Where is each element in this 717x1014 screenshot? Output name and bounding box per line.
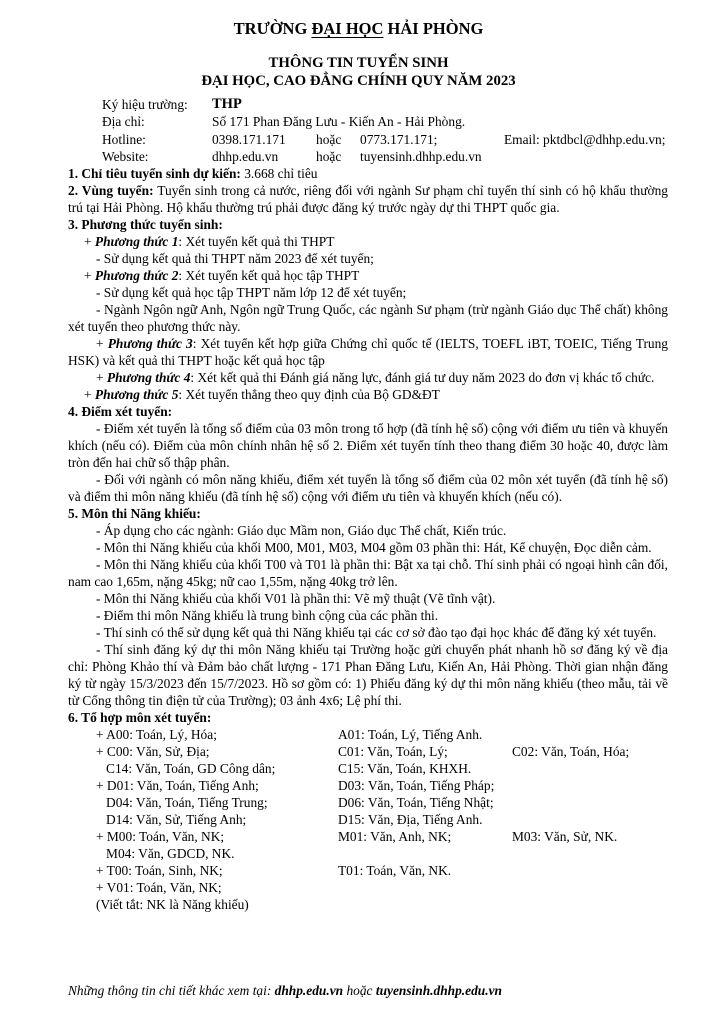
combination-item: D03: Văn, Toán, Tiếng Pháp; bbox=[338, 778, 495, 793]
section-2 bbox=[68, 182, 668, 216]
plus-mark: + bbox=[84, 234, 95, 249]
section-2-heading: 2. Vùng tuyển: bbox=[68, 183, 154, 198]
combination-item: C02: Văn, Toán, Hóa; bbox=[512, 744, 630, 759]
footer-or: hoặc bbox=[343, 983, 376, 998]
hotline-label: Hotline: bbox=[102, 131, 146, 147]
combination-item: + D01: Văn, Toán, Tiếng Anh; bbox=[96, 778, 259, 793]
combination-row bbox=[68, 760, 668, 777]
section-3-heading: 3. Phương thức tuyển sinh: bbox=[68, 217, 223, 232]
document-title: THÔNG TIN TUYỂN SINH bbox=[268, 55, 449, 71]
method-3-name: Phương thức 3 bbox=[107, 336, 193, 351]
email: Email: pktdbcl@dhhp.edu.vn; bbox=[504, 131, 666, 147]
method-4 bbox=[68, 369, 668, 386]
section-6-heading: 6. Tổ hợp môn xét tuyển: bbox=[68, 710, 212, 725]
section-5-para-4: - Môn thi Năng khiếu của khối V01 là phần thi: Vẽ mỹ thuật (Vẽ tĩnh vật). bbox=[96, 591, 496, 606]
method-1-text: : Xét tuyển kết quả thi THPT bbox=[178, 234, 335, 249]
hotline-or: hoặc bbox=[316, 131, 342, 147]
method-2-bullet-1: - Sử dụng kết quả học tập THPT năm lớp 12 để xét tuyển; bbox=[96, 285, 407, 300]
address-value: Số 171 Phan Đăng Lưu - Kiến An - Hải Phòng. bbox=[212, 114, 466, 130]
plus-mark: + bbox=[84, 387, 95, 402]
university-name-underlined: ĐẠI HỌC bbox=[311, 19, 384, 38]
combination-item: D04: Văn, Toán, Tiếng Trung; bbox=[96, 795, 268, 810]
combination-row bbox=[68, 845, 668, 862]
combination-item: (Viết tắt: NK là Năng khiếu) bbox=[96, 897, 249, 912]
combination-item: + C00: Văn, Sử, Địa; bbox=[96, 744, 210, 759]
method-5-name: Phương thức 5 bbox=[94, 387, 179, 402]
plus-mark: + bbox=[96, 370, 107, 385]
combination-item: D15: Văn, Địa, Tiếng Anh. bbox=[338, 812, 483, 827]
section-4-heading: 4. Điểm xét tuyển: bbox=[68, 404, 173, 419]
combination-item: C14: Văn, Toán, GD Công dân; bbox=[96, 761, 276, 776]
method-4-text: : Xét kết quả thi Đánh giá năng lực, đánh giá tư duy năm 2023 do đơn vị khác tổ chức. bbox=[190, 370, 655, 385]
university-name-pre: TRƯỜNG bbox=[233, 19, 312, 38]
plus-mark: + bbox=[84, 268, 95, 283]
combination-row bbox=[68, 896, 668, 913]
combination-item: + T00: Toán, Sinh, NK; bbox=[96, 863, 223, 878]
section-4-para-1: - Điểm xét tuyển là tổng số điểm của 03 môn trong tổ hợp (đã tính hệ số) cộng với điểm ưu tiên và khuyến khích (nếu có). Điểm của môn chính nhân hệ số 2. Điểm xét tuyển tính theo thang điểm 30 hoặc 40, được làm tròn đến hai chữ số thập phân. bbox=[68, 421, 668, 470]
hotline-2: 0773.171.171; bbox=[360, 131, 438, 147]
section-5-para-6: - Thí sinh có thể sử dụng kết quả thi Năng khiếu tại các cơ sở đào tạo đại học khác để đăng ký xét tuyển. bbox=[96, 625, 657, 640]
footer-site-2: tuyensinh.dhhp.edu.vn bbox=[375, 983, 502, 998]
combination-item: D14: Văn, Sử, Tiếng Anh; bbox=[96, 812, 247, 827]
footer-text: Những thông tin chi tiết khác xem tại: bbox=[68, 983, 275, 998]
method-1-bullet: - Sử dụng kết quả thi THPT năm 2023 để xét tuyển; bbox=[96, 251, 374, 266]
section-5-para-1: - Áp dụng cho các ngành: Giáo dục Mầm non, Giáo dục Thể chất, Kiến trúc. bbox=[96, 523, 507, 538]
section-1 bbox=[68, 165, 668, 182]
combination-row bbox=[68, 879, 668, 896]
section-5-heading: 5. Môn thi Năng khiếu: bbox=[68, 506, 201, 521]
hotline-1: 0398.171.171 bbox=[212, 131, 286, 147]
website-2: tuyensinh.dhhp.edu.vn bbox=[360, 148, 482, 164]
combination-item: + M00: Toán, Văn, NK; bbox=[96, 829, 225, 844]
combination-row bbox=[68, 777, 668, 794]
section-5-para-3: - Môn thi Năng khiếu của khối T00 và T01 là phần thi: Bật xa tại chỗ. Thí sinh phải có ngoại hình cân đối, nam cao 1,65m, nặng 45kg; nữ cao 1,55m, nặng 40kg trở lên. bbox=[68, 557, 668, 589]
method-3-text: : Xét tuyển kết hợp giữa Chứng chỉ quốc tế (IELTS, TOEFL iBT, TOEIC, Tiếng Trung HSK) và kết quả thi THPT hoặc kết quả học tập bbox=[68, 336, 668, 368]
section-5-para-7: - Thí sinh đăng ký dự thi môn Năng khiếu tại Trường hoặc gửi chuyển phát nhanh hồ sơ đăng ký về địa chỉ: Phòng Khảo thí và Đảm bảo chất lượng - 171 Phan Đăng Lưu, Kiến An, Hải Phòng. Thời gian nhận đăng ký từ ngày 15/3/2023 đến 15/7/2023. Hồ sơ gồm có: 1) Phiếu đăng ký dự thi môn năng khiếu (theo mẫu, tải về từ Cổng thông tin điện tử của Trường); 03 ảnh 4x6; Lệ phí thi. bbox=[68, 642, 668, 708]
combination-item: D06: Văn, Toán, Tiếng Nhật; bbox=[338, 795, 494, 810]
code-value: THP bbox=[212, 96, 242, 112]
method-5-text: : Xét tuyển thẳng theo quy định của Bộ GD&ĐT bbox=[178, 387, 440, 402]
method-1-name: Phương thức 1 bbox=[94, 234, 179, 249]
combination-item: A01: Toán, Lý, Tiếng Anh. bbox=[338, 727, 483, 742]
method-3 bbox=[68, 335, 668, 369]
method-1 bbox=[68, 233, 668, 250]
combination-list bbox=[68, 726, 668, 913]
document-body bbox=[68, 165, 668, 913]
combination-row bbox=[68, 862, 668, 879]
section-1-text: 3.668 chỉ tiêu bbox=[240, 166, 318, 181]
section-5-para-2: - Môn thi Năng khiếu của khối M00, M01, M03, M04 gồm 03 phần thi: Hát, Kể chuyện, Đọc diễn cảm. bbox=[96, 540, 652, 555]
section-1-heading: 1. Chỉ tiêu tuyển sinh dự kiến: bbox=[68, 166, 241, 181]
website-1: dhhp.edu.vn bbox=[212, 148, 279, 164]
footer-site-1: dhhp.edu.vn bbox=[274, 983, 344, 998]
combination-item: M03: Văn, Sử, NK. bbox=[512, 829, 618, 844]
method-2-name: Phương thức 2 bbox=[94, 268, 179, 283]
combination-item: T01: Toán, Văn, NK. bbox=[338, 863, 452, 878]
website-or: hoặc bbox=[316, 148, 342, 164]
combination-row bbox=[68, 794, 668, 811]
combination-item: + V01: Toán, Văn, NK; bbox=[96, 880, 222, 895]
document-subtitle: ĐẠI HỌC, CAO ĐẲNG CHÍNH QUY NĂM 2023 bbox=[201, 73, 516, 89]
section-5-para-5: - Điểm thi môn Năng khiếu là trung bình cộng của các phần thi. bbox=[96, 608, 439, 623]
address-label: Địa chỉ: bbox=[102, 114, 145, 130]
method-4-name: Phương thức 4 bbox=[106, 370, 191, 385]
website-label: Website: bbox=[102, 148, 149, 164]
combination-item: C15: Văn, Toán, KHXH. bbox=[338, 761, 472, 776]
combination-row bbox=[68, 743, 668, 760]
combination-item: M01: Văn, Anh, NK; bbox=[338, 829, 452, 844]
university-name bbox=[0, 20, 717, 37]
university-name-post: HẢI PHÒNG bbox=[383, 19, 484, 38]
footer-note bbox=[68, 982, 502, 999]
code-label: Ký hiệu trường: bbox=[102, 97, 188, 112]
combination-row bbox=[68, 726, 668, 743]
combination-row bbox=[68, 828, 668, 845]
combination-item: C01: Văn, Toán, Lý; bbox=[338, 744, 448, 759]
combination-item: + A00: Toán, Lý, Hóa; bbox=[96, 727, 217, 742]
plus-mark: + bbox=[96, 336, 108, 351]
combination-row bbox=[68, 811, 668, 828]
method-2 bbox=[68, 267, 668, 284]
method-2-bullet-2: - Ngành Ngôn ngữ Anh, Ngôn ngữ Trung Quốc, các ngành Sư phạm (trừ ngành Giáo dục Thể chất) không xét tuyển theo phương thức này. bbox=[68, 302, 668, 334]
combination-item: M04: Văn, GDCD, NK. bbox=[96, 846, 235, 861]
section-4-para-2: - Đối với ngành có môn năng khiếu, điểm xét tuyển là tổng số điểm của 02 môn xét tuyển (đã tính hệ số) và điểm thi môn năng khiếu (đã tính hệ số) cộng với điểm ưu tiên và khuyến khích (nếu có). bbox=[68, 472, 668, 504]
method-2-text: : Xét tuyển kết quả học tập THPT bbox=[178, 268, 360, 283]
section-2-text: Tuyển sinh trong cả nước, riêng đối với ngành Sư phạm chỉ tuyển thí sinh có hộ khẩu thường trú tại Hải Phòng. Hộ khẩu thường trú phải được đăng ký trước ngày dự thi THPT quốc gia. bbox=[68, 183, 668, 215]
method-5 bbox=[68, 386, 668, 403]
